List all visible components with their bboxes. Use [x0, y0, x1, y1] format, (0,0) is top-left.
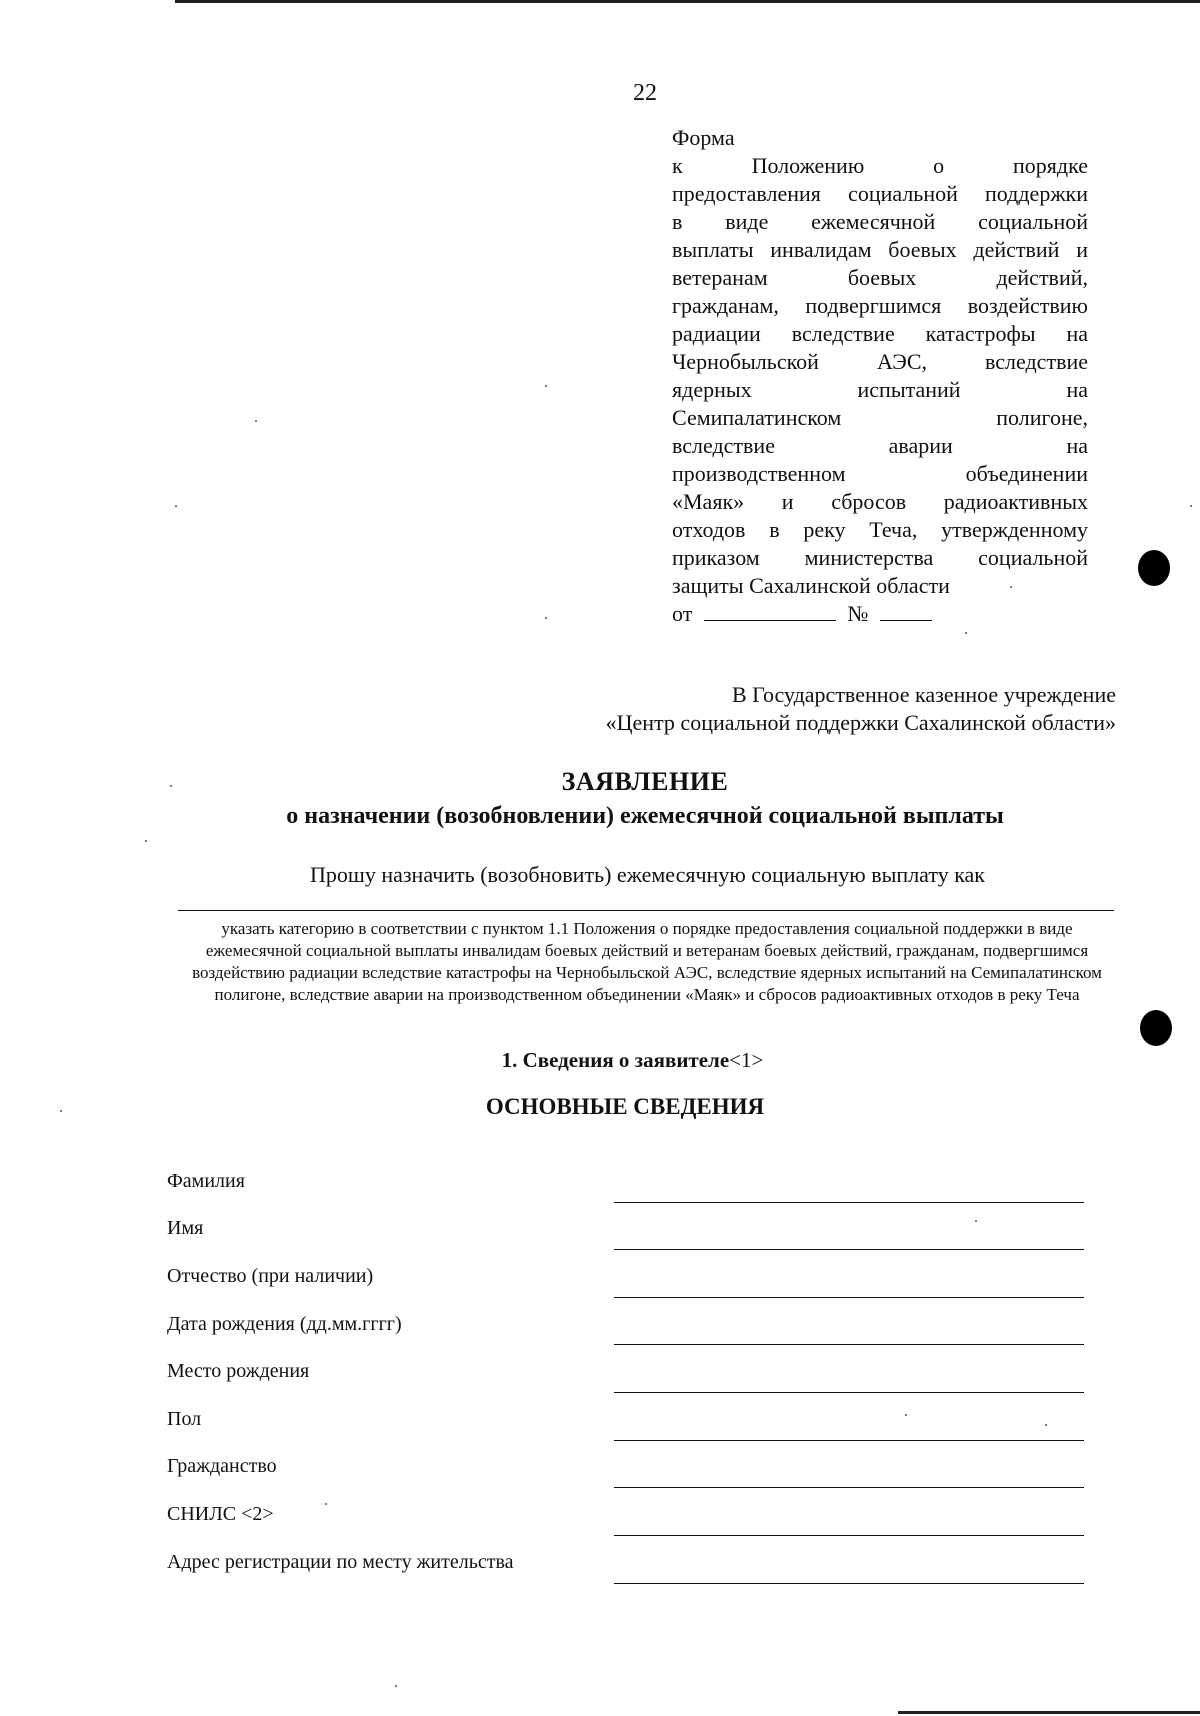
form-header-line: Форма	[672, 125, 735, 150]
category-note: указать категорию в соответствии с пунктом 1.1 Положения о порядке предоставления социальной поддержки в виде ежемесячной социальной выплаты инвалидам боевых действий и ветеранам боевых действий, гражданам, подвергшимся воздействию радиации вследствие катастрофы на Чернобыльской АЭС, вследствие ядерных испытаний на Семипалатинском полигоне, вследствие аварии на производственном объединении «Маяк» и сбросов радиоактивных отходов в реку Теча	[192, 919, 1102, 1004]
field-line-birthplace[interactable]	[614, 1392, 1084, 1393]
field-line-citizenship[interactable]	[614, 1487, 1084, 1488]
field-label-snils: СНИЛС <2>	[167, 1503, 274, 1525]
scan-speck	[175, 505, 177, 507]
punch-hole	[1138, 550, 1170, 586]
page-number: 22	[633, 80, 657, 106]
document-title: ЗАЯВЛЕНИЕ	[561, 767, 729, 796]
form-header-line: радиации вследствие катастрофы на	[672, 321, 1088, 346]
form-header-line: ядерных испытаний на	[672, 377, 1088, 402]
scan-speck	[1045, 1424, 1047, 1426]
category-fill-line	[178, 910, 1114, 911]
field-line-surname[interactable]	[614, 1202, 1084, 1203]
scan-speck	[545, 385, 547, 387]
field-line-birthdate[interactable]	[614, 1344, 1084, 1345]
form-header-line: предоставления социальной поддержки	[672, 181, 1088, 206]
form-header-line: в виде ежемесячной социальной	[672, 209, 1088, 234]
field-label-citizenship: Гражданство	[167, 1455, 277, 1477]
form-header-line: защиты Сахалинской области	[672, 573, 950, 598]
scan-speck	[395, 1685, 397, 1687]
scan-top-border	[175, 0, 1200, 3]
from-label: от	[672, 601, 693, 626]
scan-speck	[60, 1110, 62, 1112]
punch-hole	[1140, 1010, 1172, 1046]
form-header-block	[672, 124, 1088, 628]
field-line-snils[interactable]	[614, 1535, 1084, 1536]
scan-speck	[965, 632, 967, 634]
field-label-sex: Пол	[167, 1408, 202, 1430]
scan-bottom-border	[898, 1711, 1200, 1714]
scan-speck	[325, 1503, 327, 1505]
form-header-line: Семипалатинском полигоне,	[672, 405, 1088, 430]
field-line-patronymic[interactable]	[614, 1297, 1084, 1298]
scan-speck	[145, 840, 147, 842]
section-heading	[0, 1048, 1200, 1073]
document-subtitle: о назначении (возобновлении) ежемесячной социальной выплаты	[286, 803, 1004, 829]
scan-speck	[170, 785, 172, 787]
scan-speck	[975, 1220, 977, 1222]
form-header-line: ветеранам боевых действий,	[672, 265, 1088, 290]
scan-speck	[1010, 586, 1012, 588]
addressee-block	[606, 681, 1116, 737]
field-line-name[interactable]	[614, 1249, 1084, 1250]
form-header-line: производственном объединении	[672, 461, 1088, 486]
subsection-heading: ОСНОВНЫЕ СВЕДЕНИЯ	[485, 1094, 765, 1119]
date-blank	[704, 602, 836, 621]
field-label-birthplace: Место рождения	[167, 1360, 310, 1382]
section-title: 1. Сведения о заявителе	[501, 1048, 730, 1072]
field-label-patronymic: Отчество (при наличии)	[167, 1265, 374, 1287]
scan-speck	[255, 420, 257, 422]
scan-speck	[545, 617, 547, 619]
form-header-line: гражданам, подвергшимся воздействию	[672, 293, 1088, 318]
form-header-line: отходов в реку Теча, утвержденному	[672, 517, 1088, 542]
field-line-address[interactable]	[614, 1583, 1084, 1584]
scan-speck	[1190, 505, 1192, 507]
field-label-birthdate: Дата рождения (дд.мм.гггг)	[167, 1313, 402, 1335]
addressee-line: «Центр социальной поддержки Сахалинской области»	[605, 710, 1116, 735]
request-text: Прошу назначить (возобновить) ежемесячную социальную выплату как	[310, 862, 985, 887]
field-line-sex[interactable]	[614, 1440, 1084, 1441]
footnote-ref: <1>	[729, 1048, 764, 1072]
form-header-line: к Положению о порядке	[672, 153, 1088, 178]
field-label-name: Имя	[167, 1217, 204, 1239]
form-header-line: «Маяк» и сбросов радиоактивных	[672, 489, 1088, 514]
number-blank	[880, 602, 932, 621]
form-header-line: вследствие аварии на	[672, 433, 1088, 458]
form-header-line: приказом министерства социальной	[672, 545, 1088, 570]
field-label-address: Адрес регистрации по месту жительства	[167, 1551, 514, 1573]
form-date-number-line	[672, 600, 1088, 628]
field-label-surname: Фамилия	[167, 1170, 245, 1192]
addressee-line: В Государственное казенное учреждение	[732, 682, 1116, 707]
form-header-line: Чернобыльской АЭС, вследствие	[672, 349, 1088, 374]
number-label: №	[847, 601, 869, 626]
form-header-line: выплаты инвалидам боевых действий и	[672, 237, 1088, 262]
scan-speck	[905, 1414, 907, 1416]
